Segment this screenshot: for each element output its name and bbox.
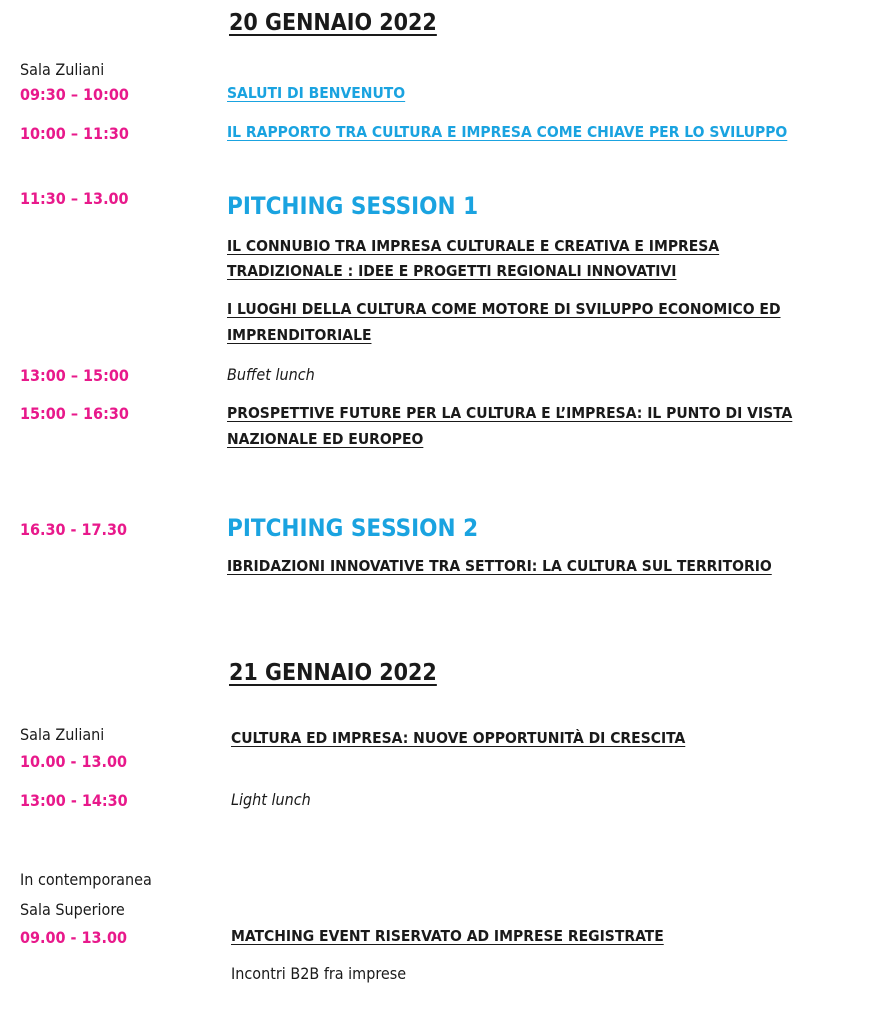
time-pitching-1: 11:30 – 13.00 — [20, 189, 129, 208]
day2-title: 21 GENNAIO 2022 — [229, 660, 437, 686]
welcome-link[interactable]: SALUTI DI BENVENUTO — [227, 84, 406, 102]
parallel-label: In contemporanea — [20, 870, 152, 889]
talk-ibridazioni[interactable]: IBRIDAZIONI INNOVATIVE TRA SETTORI: LA CULTURA SUL TERRITORIO — [227, 557, 772, 575]
talk-connubio-line1[interactable]: IL CONNUBIO TRA IMPRESA CULTURALE E CREATIVA E IMPRESA — [227, 237, 720, 255]
pitching-session-1-title: PITCHING SESSION 1 — [227, 192, 479, 220]
talk-luoghi-line1[interactable]: I LUOGHI DELLA CULTURA COME MOTORE DI SVILUPPO ECONOMICO ED — [227, 300, 781, 318]
talk-connubio-line2[interactable]: TRADIZIONALE : IDEE E PROGETTI REGIONALI INNOVATIVI — [227, 262, 677, 280]
talk-luoghi-line2[interactable]: IMPRENDITORIALE — [227, 326, 372, 344]
day2-room: Sala Zuliani — [20, 725, 105, 744]
talk-matching-event[interactable]: MATCHING EVENT RISERVATO AD IMPRESE REGISTRATE — [231, 927, 664, 945]
time-culture-business: 10:00 – 11:30 — [20, 124, 129, 143]
time-light-lunch: 13:00 - 14:30 — [20, 791, 128, 810]
day1-title: 20 GENNAIO 2022 — [229, 10, 437, 36]
talk-future-line2[interactable]: NAZIONALE ED EUROPEO — [227, 430, 424, 448]
talk-nuove-opportunita[interactable]: CULTURA ED IMPRESA: NUOVE OPPORTUNITÀ DI CRESCITA — [231, 729, 686, 747]
time-welcome: 09:30 – 10:00 — [20, 85, 129, 104]
day2-room-superiore: Sala Superiore — [20, 900, 125, 919]
culture-business-link[interactable]: IL RAPPORTO TRA CULTURA E IMPRESA COME CHIAVE PER LO SVILUPPO — [227, 123, 788, 141]
time-day2-morning: 10.00 - 13.00 — [20, 752, 128, 771]
light-lunch: Light lunch — [231, 790, 311, 809]
day1-room: Sala Zuliani — [20, 60, 105, 79]
talk-future-line1[interactable]: PROSPETTIVE FUTURE PER LA CULTURA E L’IMPRESA: IL PUNTO DI VISTA — [227, 404, 793, 422]
buffet-lunch: Buffet lunch — [227, 365, 315, 384]
pitching-session-2-title: PITCHING SESSION 2 — [227, 514, 479, 542]
time-future: 15:00 – 16:30 — [20, 404, 129, 423]
time-buffet: 13:00 – 15:00 — [20, 366, 129, 385]
time-matching: 09.00 - 13.00 — [20, 928, 128, 947]
time-pitching-2: 16.30 - 17.30 — [20, 520, 128, 539]
b2b-subtitle: Incontri B2B fra imprese — [231, 964, 407, 983]
